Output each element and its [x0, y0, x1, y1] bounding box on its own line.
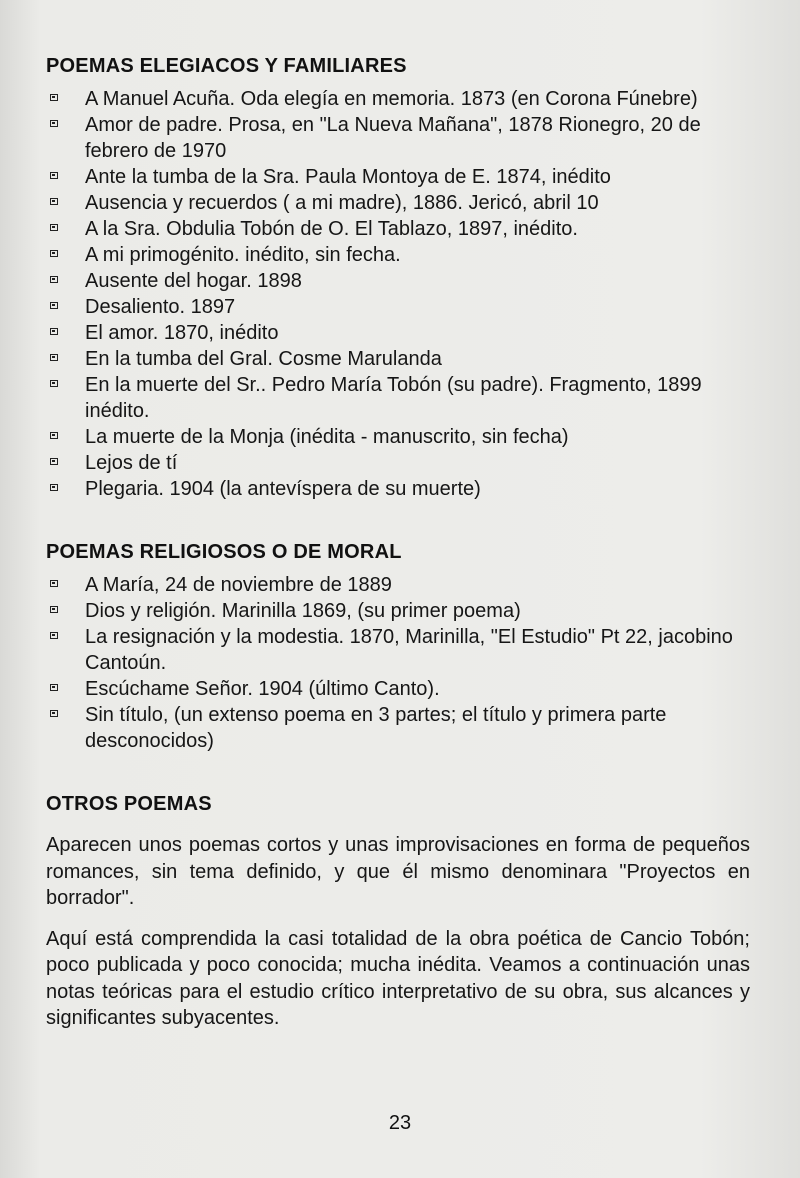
body-paragraph: Aquí está comprendida la casi totalidad de la obra poética de Cancio Tobón; poco publicada y poco conocida; mucha inédita. Veamos a continuación unas notas teóricas para el estudio crítico interpretativo de su obra, sus alcances y significantes subyacentes. — [46, 927, 750, 1029]
list-item-text: La muerte de la Monja (inédita - manuscrito, sin fecha) — [85, 426, 569, 448]
square-bullet-icon — [50, 250, 58, 257]
page-number: 23 — [388, 1112, 412, 1134]
square-bullet-icon — [50, 94, 58, 101]
list-item — [46, 624, 750, 676]
list-item-text: A María, 24 de noviembre de 1889 — [85, 574, 392, 596]
list-item — [46, 190, 750, 216]
list-item — [46, 372, 750, 424]
list-item — [46, 268, 750, 294]
section-heading-otros: OTROS POEMAS — [46, 793, 212, 815]
poem-list-elegiacos — [46, 86, 750, 502]
list-item-text: Dios y religión. Marinilla 1869, (su primer poema) — [85, 600, 521, 622]
section-heading-elegiacos: POEMAS ELEGIACOS Y FAMILIARES — [46, 55, 407, 77]
list-item — [46, 242, 750, 268]
list-item-text: En la muerte del Sr.. Pedro María Tobón (su padre). Fragmento, 1899 inédito. — [85, 374, 702, 422]
square-bullet-icon — [50, 276, 58, 283]
list-item — [46, 320, 750, 346]
square-bullet-icon — [50, 172, 58, 179]
list-item-text: Sin título, (un extenso poema en 3 partes; el título y primera parte desconocidos) — [85, 704, 667, 752]
list-item — [46, 450, 750, 476]
square-bullet-icon — [50, 458, 58, 465]
list-item-text: Amor de padre. Prosa, en "La Nueva Mañana", 1878 Rionegro, 20 de febrero de 1970 — [85, 114, 701, 162]
list-item-text: Plegaria. 1904 (la antevíspera de su muerte) — [85, 478, 481, 500]
square-bullet-icon — [50, 302, 58, 309]
page-content — [46, 52, 750, 1032]
square-bullet-icon — [50, 580, 58, 587]
square-bullet-icon — [50, 632, 58, 639]
list-item-text: En la tumba del Gral. Cosme Marulanda — [85, 348, 442, 370]
list-item — [46, 346, 750, 372]
list-item — [46, 424, 750, 450]
list-item — [46, 112, 750, 164]
list-item — [46, 598, 750, 624]
list-item-text: Ausente del hogar. 1898 — [85, 270, 302, 292]
poem-list-religiosos — [46, 572, 750, 754]
list-item — [46, 572, 750, 598]
square-bullet-icon — [50, 224, 58, 231]
square-bullet-icon — [50, 380, 58, 387]
square-bullet-icon — [50, 328, 58, 335]
square-bullet-icon — [50, 484, 58, 491]
list-item — [46, 164, 750, 190]
list-item — [46, 476, 750, 502]
list-item — [46, 86, 750, 112]
square-bullet-icon — [50, 120, 58, 127]
square-bullet-icon — [50, 198, 58, 205]
list-item — [46, 294, 750, 320]
square-bullet-icon — [50, 606, 58, 613]
list-item-text: A Manuel Acuña. Oda elegía en memoria. 1873 (en Corona Fúnebre) — [85, 88, 698, 110]
section-heading-religiosos: POEMAS RELIGIOSOS O DE MORAL — [46, 541, 402, 563]
square-bullet-icon — [50, 354, 58, 361]
square-bullet-icon — [50, 432, 58, 439]
list-item-text: Desaliento. 1897 — [85, 296, 236, 318]
list-item-text: A mi primogénito. inédito, sin fecha. — [85, 244, 401, 266]
list-item-text: Escúchame Señor. 1904 (último Canto). — [85, 678, 440, 700]
list-item-text: Ausencia y recuerdos ( a mi madre), 1886. Jericó, abril 10 — [85, 192, 599, 214]
body-paragraph: Aparecen unos poemas cortos y unas improvisaciones en forma de pequeños romances, sin tema definido, y que él mismo denominara "Proyectos en borrador". — [46, 834, 750, 909]
square-bullet-icon — [50, 710, 58, 717]
list-item-text: El amor. 1870, inédito — [85, 322, 279, 344]
square-bullet-icon — [50, 684, 58, 691]
list-item-text: La resignación y la modestia. 1870, Marinilla, "El Estudio" Pt 22, jacobino Cantoún. — [85, 626, 733, 674]
list-item — [46, 676, 750, 702]
list-item-text: Lejos de tí — [85, 452, 178, 474]
list-item-text: Ante la tumba de la Sra. Paula Montoya de E. 1874, inédito — [85, 166, 611, 188]
list-item — [46, 216, 750, 242]
list-item — [46, 702, 750, 754]
list-item-text: A la Sra. Obdulia Tobón de O. El Tablazo, 1897, inédito. — [85, 218, 578, 240]
